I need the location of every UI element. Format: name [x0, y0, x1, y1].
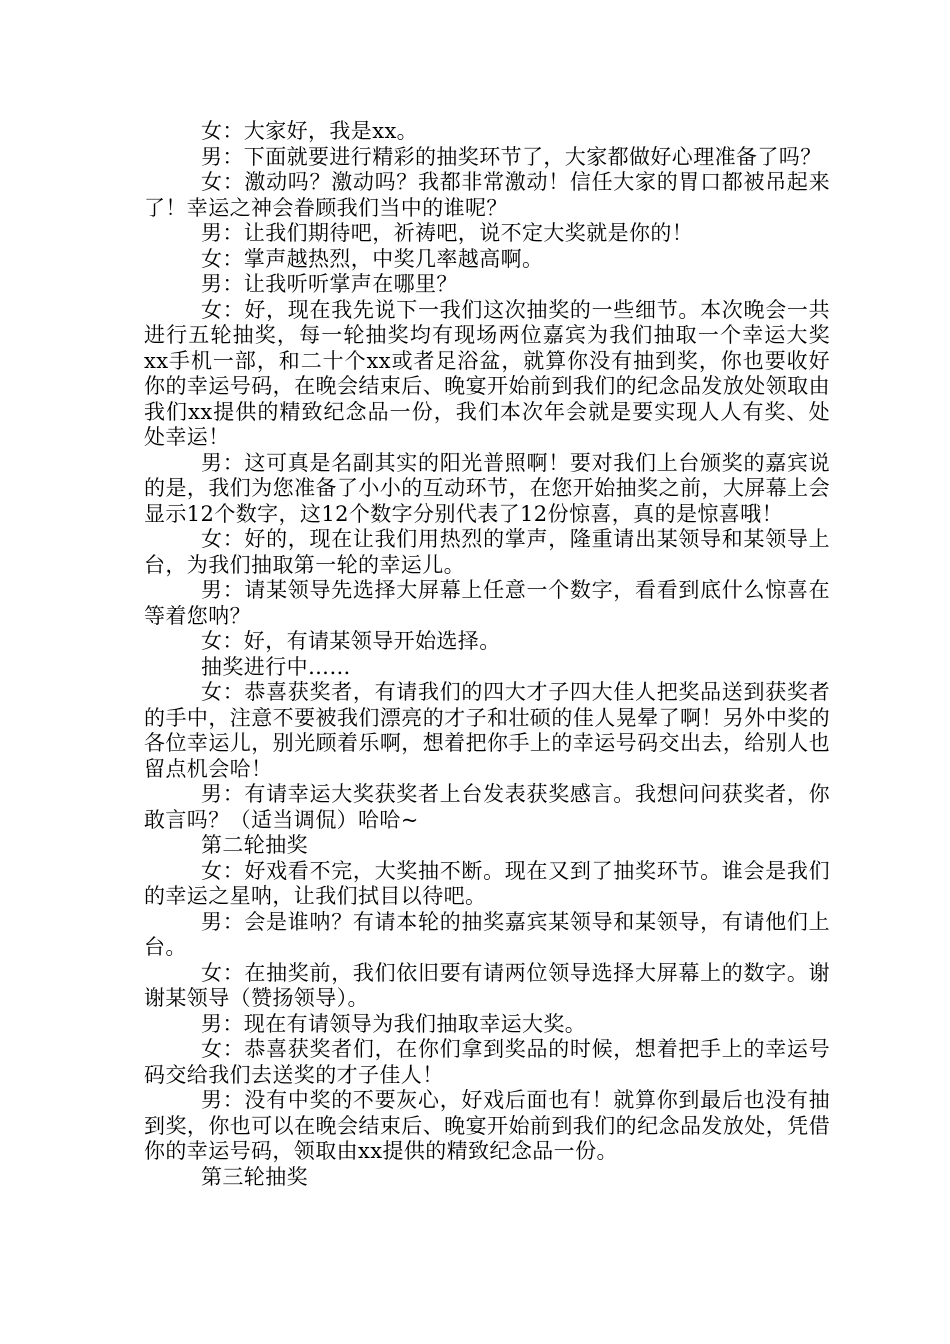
- paragraph: 女：掌声越热烈，中奖几率越高啊。: [201, 246, 544, 271]
- section-heading-round-3: 第三轮抽奖: [201, 1164, 308, 1189]
- paragraph: 女：好的，现在让我们用热烈的掌声，隆重请出某领导和某领导上台，为我们抽取第一轮的幸运儿。: [144, 527, 830, 577]
- paragraph: 男：这可真是名副其实的阳光普照啊！要对我们上台颁奖的嘉宾说的是，我们为您准备了小小的互动环节，在您开始抽奖之前，大屏幕上会显示12个数字，这12个数字分别代表了12份惊喜，真的是惊喜哦！: [144, 450, 830, 526]
- paragraph: 女：激动吗？激动吗？我都非常激动！信任大家的胃口都被吊起来了！幸运之神会眷顾我们当中的谁呢？: [144, 170, 830, 220]
- paragraph: 抽奖进行中……: [201, 654, 351, 679]
- paragraph: 男：下面就要进行精彩的抽奖环节了，大家都做好心理准备了吗？: [201, 144, 822, 169]
- section-heading-round-2: 第二轮抽奖: [201, 833, 308, 857]
- paragraph: 男：有请幸运大奖获奖者上台发表获奖感言。我想问问获奖者，你敢言吗？（适当调侃）哈哈~: [144, 782, 830, 832]
- paragraph: 女：在抽奖前，我们依旧要有请两位领导选择大屏幕上的数字。谢谢某领导（赞扬领导）。: [144, 960, 830, 1010]
- paragraph: 男：现在有请领导为我们抽取幸运大奖。: [201, 1011, 587, 1036]
- paragraph: 男：请某领导先选择大屏幕上任意一个数字，看看到底什么惊喜在等着您呐？: [144, 578, 830, 628]
- paragraph: 男：让我听听掌声在哪里？: [201, 272, 458, 296]
- paragraph: 女：好，现在我先说下一我们这次抽奖的一些细节。本次晚会一共进行五轮抽奖，每一轮抽奖均有现场两位嘉宾为我们抽取一个幸运大奖xx手机一部，和二十个xx或者足浴盆，就算你没有抽到奖，你也要收好你的幸运号码，在晚会结束后、晚宴开始前到我们的纪念品发放处领取由我们xx提供的精致纪念品一份，我们本次年会就是要实现人人有奖、处处幸运！: [144, 297, 830, 449]
- paragraph: 女：好，有请某领导开始选择。: [201, 629, 501, 653]
- paragraph: 男：会是谁呐？有请本轮的抽奖嘉宾某领导和某领导，有请他们上台。: [144, 909, 830, 959]
- document-body: [144, 119, 830, 1190]
- paragraph: 男：没有中奖的不要灰心，好戏后面也有！就算你到最后也没有抽到奖，你也可以在晚会结束后、晚宴开始前到我们的纪念品发放处，凭借你的幸运号码，领取由xx提供的精致纪念品一份。: [144, 1088, 830, 1163]
- paragraph: 女：好戏看不完，大奖抽不断。现在又到了抽奖环节。谁会是我们的幸运之星呐，让我们拭目以待吧。: [144, 858, 830, 908]
- paragraph: 女：大家好，我是xx。: [201, 119, 419, 143]
- paragraph: 女：恭喜获奖者们，在你们拿到奖品的时候，想着把手上的幸运号码交给我们去送奖的才子佳人！: [144, 1037, 830, 1087]
- paragraph: 男：让我们期待吧，祈祷吧，说不定大奖就是你的！: [201, 221, 694, 245]
- paragraph: 女：恭喜获奖者，有请我们的四大才子四大佳人把奖品送到获奖者的手中，注意不要被我们漂亮的才子和壮硕的佳人晃晕了啊！另外中奖的各位幸运儿，别光顾着乐啊，想着把你手上的幸运号码交出去，给别人也留点机会哈！: [144, 680, 830, 781]
